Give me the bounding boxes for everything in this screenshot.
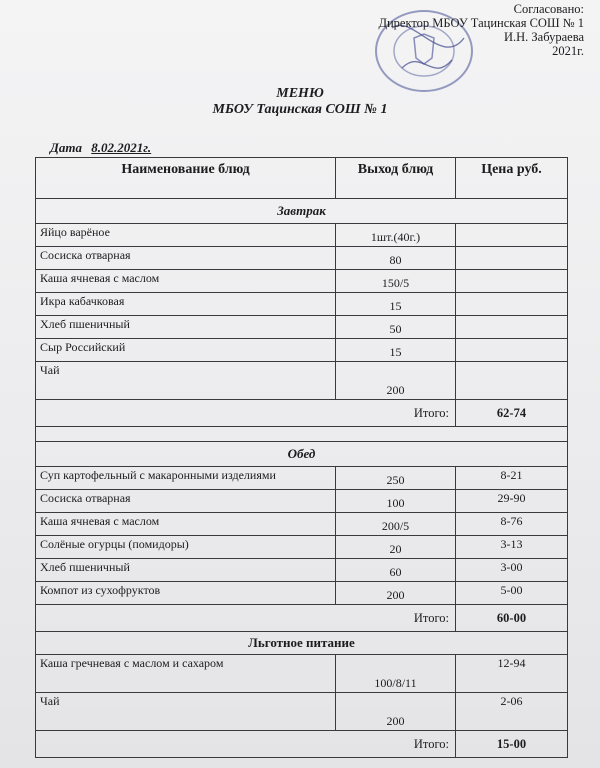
- dish-name: Чай: [36, 693, 336, 731]
- spacer-row: [36, 427, 568, 442]
- dish-price: 29-90: [456, 490, 568, 513]
- section-breakfast: [36, 199, 568, 224]
- dish-output: 200: [336, 693, 456, 731]
- total-value: 62-74: [456, 400, 568, 427]
- menu-date: [50, 140, 151, 156]
- date-value: 8.02.2021г.: [91, 140, 152, 155]
- table-row: [36, 490, 568, 513]
- col-header-name: Наименование блюд: [36, 158, 336, 199]
- dish-price: [456, 224, 568, 247]
- dish-name: Компот из сухофруктов: [36, 582, 336, 605]
- total-row-breakfast: [36, 400, 568, 427]
- dish-output: 20: [336, 536, 456, 559]
- dish-price: [456, 339, 568, 362]
- dish-name: Солёные огурцы (помидоры): [36, 536, 336, 559]
- table-row: [36, 293, 568, 316]
- dish-output: 150/5: [336, 270, 456, 293]
- section-title: Завтрак: [36, 199, 568, 224]
- table-row: [36, 536, 568, 559]
- dish-name: Каша ячневая с маслом: [36, 513, 336, 536]
- dish-output: 200: [336, 362, 456, 400]
- total-row-preferential: [36, 731, 568, 758]
- dish-output: 100/8/11: [336, 655, 456, 693]
- dish-name: Каша гречневая с маслом и сахаром: [36, 655, 336, 693]
- date-label: Дата: [50, 140, 82, 155]
- section-lunch: [36, 442, 568, 467]
- approval-date: 2021г.: [552, 44, 584, 58]
- dish-output: 100: [336, 490, 456, 513]
- dish-name: Каша ячневая с маслом: [36, 270, 336, 293]
- dish-output: 80: [336, 247, 456, 270]
- total-label: Итого:: [36, 605, 456, 632]
- table-row: [36, 559, 568, 582]
- table-row: [36, 339, 568, 362]
- table-row: [36, 467, 568, 490]
- dish-output: 60: [336, 559, 456, 582]
- section-title: Обед: [36, 442, 568, 467]
- dish-price: [456, 270, 568, 293]
- table-row: [36, 582, 568, 605]
- total-value: 15-00: [456, 731, 568, 758]
- dish-output: 1шт.(40г.): [336, 224, 456, 247]
- school-name: МБОУ Тацинская СОШ № 1: [212, 102, 388, 117]
- dish-output: 50: [336, 316, 456, 339]
- dish-output: 200: [336, 582, 456, 605]
- dish-price: 3-13: [456, 536, 568, 559]
- header-row: [36, 158, 568, 199]
- table-row: [36, 316, 568, 339]
- dish-name: Суп картофельный с макаронными изделиями: [36, 467, 336, 490]
- total-label: Итого:: [36, 400, 456, 427]
- dish-output: 15: [336, 339, 456, 362]
- dish-price: [456, 362, 568, 400]
- dish-name: Яйцо варёное: [36, 224, 336, 247]
- table-row: [36, 655, 568, 693]
- dish-name: Икра кабачковая: [36, 293, 336, 316]
- approval-block: [378, 2, 584, 58]
- dish-price: 8-21: [456, 467, 568, 490]
- col-header-price: Цена руб.: [456, 158, 568, 199]
- dish-name: Чай: [36, 362, 336, 400]
- dish-price: 5-00: [456, 582, 568, 605]
- table-row: [36, 247, 568, 270]
- section-preferential: [36, 632, 568, 655]
- dish-price: [456, 247, 568, 270]
- dish-name: Хлеб пшеничный: [36, 559, 336, 582]
- dish-name: Сосиска отварная: [36, 247, 336, 270]
- dish-price: 12-94: [456, 655, 568, 693]
- approval-heading: Согласовано:: [513, 2, 584, 16]
- table-row: [36, 513, 568, 536]
- dish-output: 250: [336, 467, 456, 490]
- dish-output: 15: [336, 293, 456, 316]
- menu-title: МЕНЮ: [276, 86, 324, 101]
- approval-signatory: И.Н. Забураева: [503, 30, 584, 44]
- table-row: [36, 224, 568, 247]
- dish-output: 200/5: [336, 513, 456, 536]
- approval-director: Директор МБОУ Тацинская СОШ № 1: [378, 16, 584, 30]
- dish-price: [456, 293, 568, 316]
- total-row-lunch: [36, 605, 568, 632]
- dish-name: Сосиска отварная: [36, 490, 336, 513]
- table-row: [36, 270, 568, 293]
- total-value: 60-00: [456, 605, 568, 632]
- dish-name: Сыр Российский: [36, 339, 336, 362]
- dish-price: 3-00: [456, 559, 568, 582]
- table-row: [36, 362, 568, 400]
- dish-price: 8-76: [456, 513, 568, 536]
- dish-price: 2-06: [456, 693, 568, 731]
- dish-price: [456, 316, 568, 339]
- menu-table: [35, 157, 568, 758]
- total-label: Итого:: [36, 731, 456, 758]
- dish-name: Хлеб пшеничный: [36, 316, 336, 339]
- section-title: Льготное питание: [36, 632, 568, 655]
- table-row: [36, 693, 568, 731]
- col-header-output: Выход блюд: [336, 158, 456, 199]
